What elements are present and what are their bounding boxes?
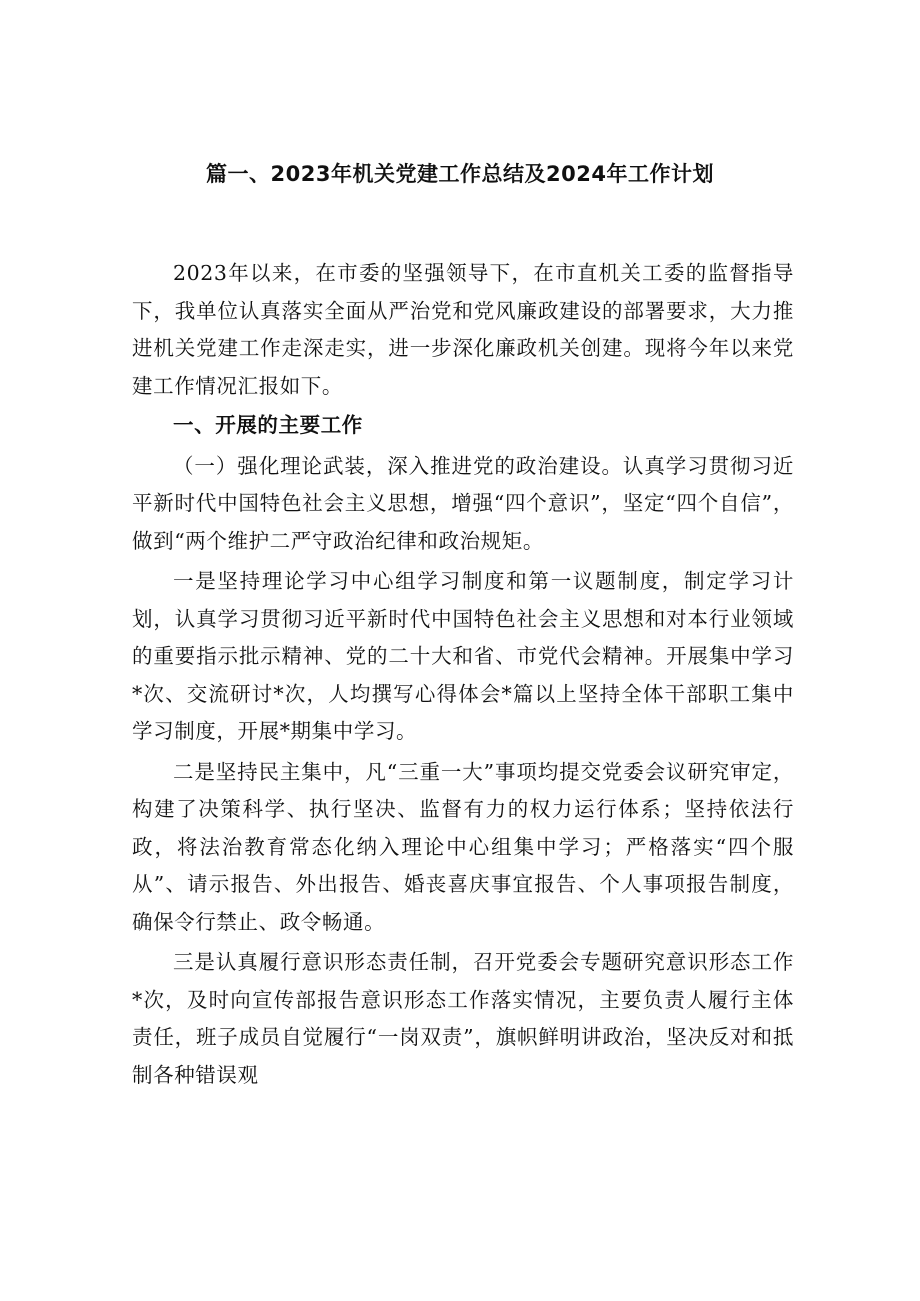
- paragraph-point-one: 一是坚持理论学习中心组学习制度和第一议题制度，制定学习计划，认真学习贯彻习近平新时代中国特色社会主义思想和对本行业领域的重要指示批示精神、党的二十大和省、市党代会精神。开展集中学习*次、交流研讨*次，人均撰写心得体会*篇以上坚持全体干部职工集中学习制度，开展*期集中学习。: [132, 569, 794, 743]
- paragraph-point-three: 三是认真履行意识形态责任制，召开党委会专题研究意识形态工作*次，及时向宣传部报告意识形态工作落实情况，主要负责人履行主体责任，班子成员自觉履行“一岗双责”，旗帜鲜明讲政治，坚决反对和抵制各种错误观: [132, 950, 794, 1087]
- document-body: [132, 255, 794, 1094]
- subsection-paragraph-1: （一）强化理论武装，深入推进党的政治建设。认真学习贯彻习近平新时代中国特色社会主义思想，增强“四个意识”，坚定“四个自信”，做到“两个维护二严守政治纪律和政治规矩。: [132, 453, 794, 553]
- section-heading-main-work: 一、开展的主要工作: [173, 413, 363, 437]
- document-title: 篇一、2023年机关党建工作总结及2024年工作计划: [206, 162, 714, 186]
- paragraph-point-two: 二是坚持民主集中，凡“三重一大”事项均提交党委会议研究审定，构建了决策科学、执行坚决、监督有力的权力运行体系；坚持依法行政，将法治教育常态化纳入理论中心组集中学习；严格落实“四个服从”、请示报告、外出报告、婚丧喜庆事宜报告、个人事项报告制度，确保令行禁止、政令畅通。: [132, 759, 794, 934]
- intro-paragraph: 2023年以来，在市委的坚强领导下，在市直机关工委的监督指导下，我单位认真落实全面从严治党和党风廉政建设的部署要求，大力推进机关党建工作走深走实，进一步深化廉政机关创建。现将今年以来党建工作情况汇报如下。: [132, 261, 794, 398]
